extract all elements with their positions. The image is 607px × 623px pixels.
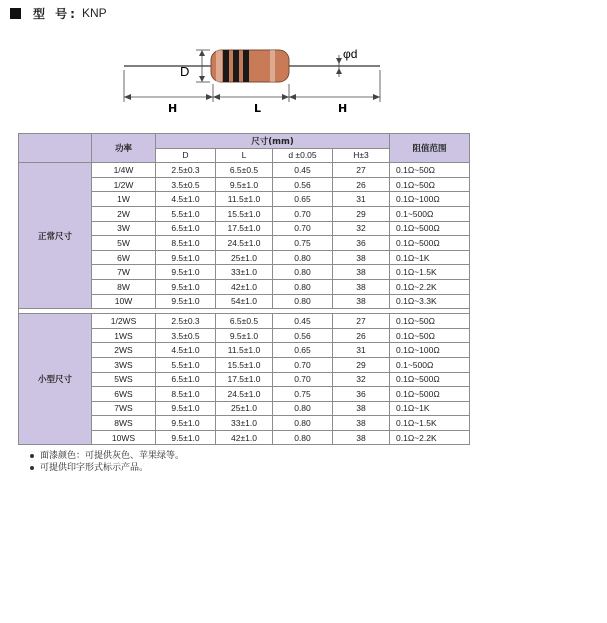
l-cell: 33±1.0 [216,265,273,280]
l-cell: 54±1.0 [216,294,273,309]
spec-table [18,133,470,445]
phi-cell: 0.70 [273,206,333,221]
dim-d-label: D [180,64,190,79]
d-cell: 9.5±1.0 [156,430,216,445]
note-item [30,462,184,474]
l-cell: 25±1.0 [216,401,273,416]
d-cell: 5.5±1.0 [156,357,216,372]
range-cell: 0.1Ω~500Ω [390,221,470,236]
model-label: 型 号: [33,6,78,21]
table-row [19,163,470,178]
h-cell: 38 [333,416,390,431]
l-cell: 15.5±1.0 [216,357,273,372]
d-cell: 2.5±0.3 [156,314,216,329]
power-cell: 7W [92,265,156,280]
model-value: KNP [81,6,107,20]
phi-cell: 0.56 [273,328,333,343]
power-cell: 5W [92,236,156,251]
l-cell: 42±1.0 [216,430,273,445]
d-cell: 3.5±0.5 [156,328,216,343]
l-cell: 6.5±0.5 [216,314,273,329]
d-cell: 9.5±1.0 [156,265,216,280]
range-cell: 0.1Ω~100Ω [390,343,470,358]
power-cell: 2WS [92,343,156,358]
d-cell: 5.5±1.0 [156,206,216,221]
h-cell: 29 [333,206,390,221]
range-cell: 0.1Ω~3.3K [390,294,470,309]
power-cell: 1/4W [92,163,156,178]
h-cell: 38 [333,250,390,265]
range-cell: 0.1Ω~500Ω [390,387,470,402]
power-header: 功率 [92,134,156,163]
power-cell: 8W [92,279,156,294]
range-cell: 0.1~500Ω [390,357,470,372]
power-cell: 1WS [92,328,156,343]
range-cell: 0.1Ω~50Ω [390,177,470,192]
range-cell: 0.1Ω~100Ω [390,192,470,207]
phi-cell: 0.75 [273,387,333,402]
power-cell: 10W [92,294,156,309]
l-cell: 17.5±1.0 [216,372,273,387]
power-cell: 1/2W [92,177,156,192]
h-cell: 38 [333,401,390,416]
d-cell: 2.5±0.3 [156,163,216,178]
h-cell: 27 [333,314,390,329]
power-cell: 6W [92,250,156,265]
group-normal [19,163,470,309]
h-cell: 36 [333,387,390,402]
resistor-dimension-diagram [0,0,607,130]
h-cell: 38 [333,294,390,309]
l-cell: 11.5±1.0 [216,192,273,207]
phi-cell: 0.75 [273,236,333,251]
d-cell: 9.5±1.0 [156,250,216,265]
phi-cell: 0.70 [273,221,333,236]
note-item [30,450,184,462]
h-cell: 26 [333,328,390,343]
range-cell: 0.1Ω~1.5K [390,416,470,431]
power-cell: 7WS [92,401,156,416]
l-cell: 11.5±1.0 [216,343,273,358]
range-cell: 0.1Ω~500Ω [390,372,470,387]
group-small [19,314,470,445]
note-text: 面漆颜色：可提供灰色、苹果绿等。 [40,451,185,461]
phi-cell: 0.80 [273,250,333,265]
range-cell: 0.1Ω~500Ω [390,236,470,251]
phi-cell: 0.80 [273,265,333,280]
range-cell: 0.1Ω~1.5K [390,265,470,280]
phi-cell: 0.80 [273,430,333,445]
note-text: 可提供印字形式标示产品。 [40,463,149,473]
range-cell: 0.1Ω~50Ω [390,314,470,329]
range-cell: 0.1Ω~2.2K [390,430,470,445]
l-header: L [216,148,273,163]
h-header: H±3 [333,148,390,163]
phi-cell: 0.80 [273,294,333,309]
range-cell: 0.1Ω~1K [390,250,470,265]
phi-cell: 0.80 [273,279,333,294]
l-cell: 24.5±1.0 [216,236,273,251]
phi-cell: 0.45 [273,163,333,178]
power-cell: 3WS [92,357,156,372]
d-cell: 9.5±1.0 [156,416,216,431]
h-cell: 32 [333,372,390,387]
h-cell: 32 [333,221,390,236]
dim-phi-d-label: φd [343,47,358,61]
phi-cell: 0.45 [273,314,333,329]
dim-l-label: L [254,102,262,115]
d-cell: 4.5±1.0 [156,343,216,358]
notes [30,450,184,474]
size-header: 尺寸(mm) [156,134,390,149]
d-cell: 6.5±1.0 [156,221,216,236]
bullet-icon [30,454,34,458]
h-cell: 26 [333,177,390,192]
phi-cell: 0.65 [273,192,333,207]
d-cell: 3.5±0.5 [156,177,216,192]
group-label: 正常尺寸 [19,163,92,309]
d-cell: 9.5±1.0 [156,294,216,309]
h-cell: 31 [333,192,390,207]
range-cell: 0.1Ω~50Ω [390,328,470,343]
phi-cell: 0.70 [273,372,333,387]
resistor-body [211,50,289,82]
d-cell: 9.5±1.0 [156,279,216,294]
l-cell: 9.5±1.0 [216,328,273,343]
dim-h-right-label: H [338,102,348,115]
h-cell: 36 [333,236,390,251]
range-cell: 0.1~500Ω [390,206,470,221]
range-cell: 0.1Ω~50Ω [390,163,470,178]
l-cell: 15.5±1.0 [216,206,273,221]
dim-h-left-label: H [168,102,178,115]
range-header: 阻值范围 [390,134,470,163]
phi-cell: 0.70 [273,357,333,372]
l-cell: 33±1.0 [216,416,273,431]
l-cell: 17.5±1.0 [216,221,273,236]
range-cell: 0.1Ω~2.2K [390,279,470,294]
l-cell: 9.5±1.0 [216,177,273,192]
l-cell: 24.5±1.0 [216,387,273,402]
power-cell: 1W [92,192,156,207]
power-cell: 8WS [92,416,156,431]
power-cell: 5WS [92,372,156,387]
range-cell: 0.1Ω~1K [390,401,470,416]
phi-cell: 0.65 [273,343,333,358]
group-label: 小型尺寸 [19,314,92,445]
l-cell: 25±1.0 [216,250,273,265]
d-cell: 8.5±1.0 [156,387,216,402]
h-cell: 38 [333,279,390,294]
group-header-cell [19,134,92,163]
h-cell: 38 [333,265,390,280]
power-cell: 2W [92,206,156,221]
h-cell: 38 [333,430,390,445]
d-header: D [156,148,216,163]
d-cell: 4.5±1.0 [156,192,216,207]
phi-header: d ±0.05 [273,148,333,163]
l-cell: 6.5±0.5 [216,163,273,178]
phi-cell: 0.80 [273,401,333,416]
bullet-icon [30,466,34,470]
power-cell: 1/2WS [92,314,156,329]
l-cell: 42±1.0 [216,279,273,294]
d-cell: 9.5±1.0 [156,401,216,416]
phi-cell: 0.56 [273,177,333,192]
power-cell: 6WS [92,387,156,402]
power-cell: 3W [92,221,156,236]
d-cell: 6.5±1.0 [156,372,216,387]
table-row [19,314,470,329]
h-cell: 31 [333,343,390,358]
power-cell: 10WS [92,430,156,445]
h-cell: 29 [333,357,390,372]
h-cell: 27 [333,163,390,178]
phi-cell: 0.80 [273,416,333,431]
d-cell: 8.5±1.0 [156,236,216,251]
